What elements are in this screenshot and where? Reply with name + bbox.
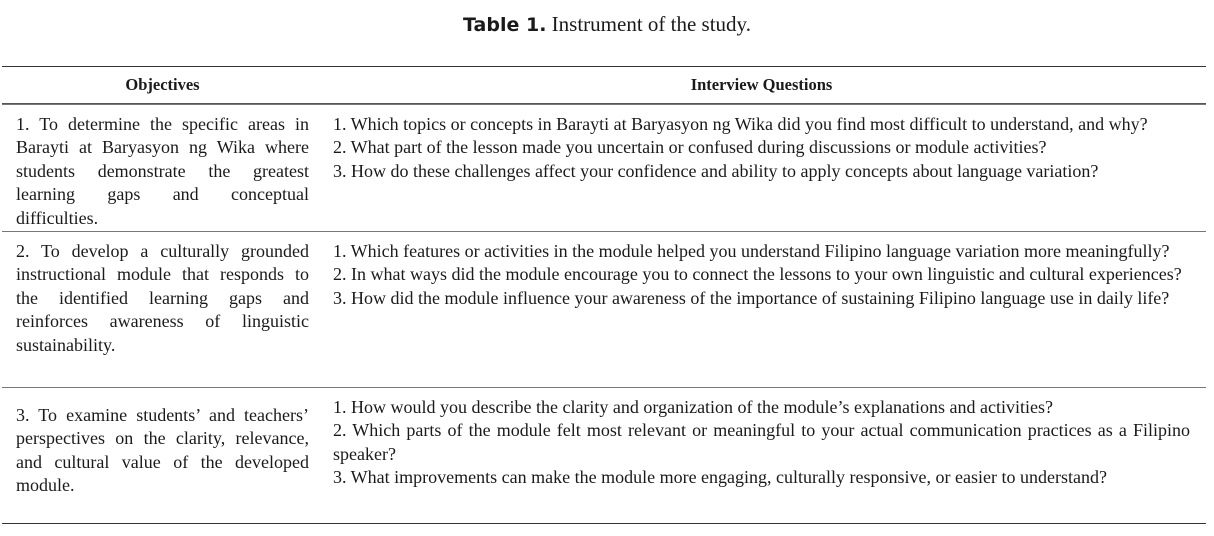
question-item: 1. Which topics or concepts in Barayti at Baryasyon ng Wika did you find most difficult to understand, and why? [333,114,1148,134]
question-item: 1. Which features or activities in the module helped you understand Filipino language variation more meaningfully? [333,241,1170,261]
objective-cell: 3. To examine students’ and teachers’ perspectives on the clarity, relevance, and cultural value of the developed module. [16,405,309,496]
question-item: 2. In what ways did the module encourage you to connect the lessons to your own linguistic and cultural experiences? [333,264,1182,285]
questions-cell [315,105,1206,231]
questions-cell [315,232,1206,387]
question-item: 3. What improvements can make the module more engaging, culturally responsive, or easier to understand? [333,467,1107,488]
question-item: 3. How do these challenges affect your confidence and ability to apply concepts about language variation? [333,160,1099,181]
header-interview-questions: Interview Questions [690,75,833,95]
instrument-table [2,66,1206,524]
question-item: 1. How would you describe the clarity and organization of the module’s explanations and activities? [333,397,1053,417]
question-item: 2. Which parts of the module felt most relevant or meaningful to your actual communication practices as a Filipino speaker? [333,420,1190,464]
header-objectives: Objectives [125,75,200,95]
objective-cell: 1. To determine the specific areas in Barayti at Baryasyon ng Wika where students demonstrate the greatest learning gaps and conceptual difficulties. [16,114,309,228]
caption-text: Instrument of the study. [546,12,751,36]
table-row [2,231,1206,387]
table-row [2,104,1206,231]
table-row [2,387,1206,523]
question-item: 2. What part of the lesson made you uncertain or confused during discussions or module activities? [333,137,1047,158]
objective-cell: 2. To develop a culturally grounded instructional module that responds to the identified learning gaps and reinforces awareness of linguistic sustainability. [16,241,309,355]
table-header-row [2,67,1206,104]
caption-label: Table 1. [463,14,547,36]
questions-cell [315,388,1206,523]
question-item: 3. How did the module influence your awareness of the importance of sustaining Filipino language use in daily life? [333,287,1170,308]
table-caption [0,10,1214,39]
